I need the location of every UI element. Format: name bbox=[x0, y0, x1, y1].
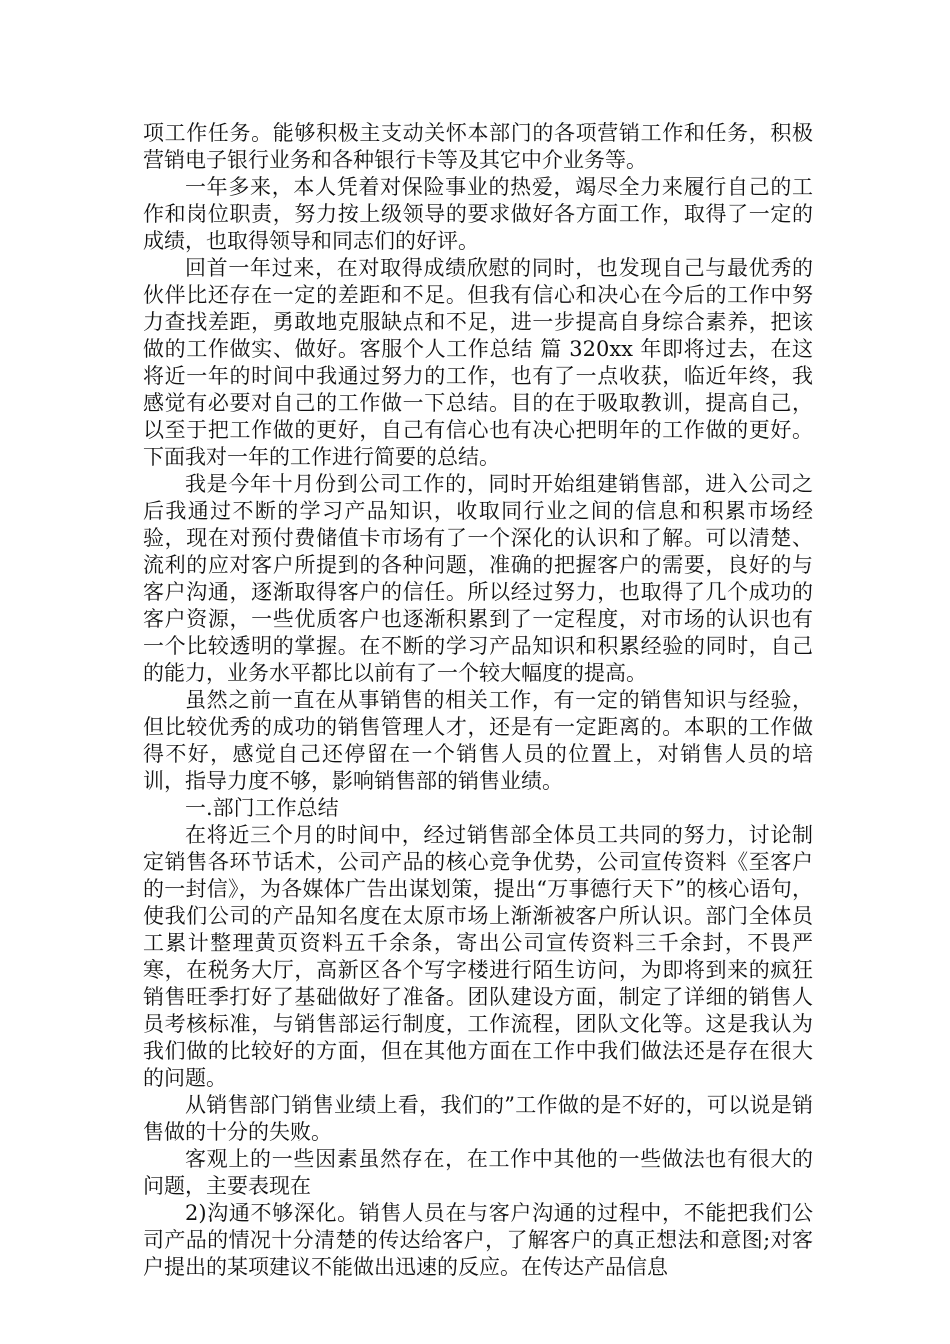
paragraph: 一年多来，本人凭着对保险事业的热爱，竭尽全力来履行自己的工作和岗位职责，努力按上级领导的要求做好各方面工作，取得了一定的成绩，也取得领导和同志们的好评。 bbox=[143, 175, 813, 253]
paragraph: 客观上的一些因素虽然存在，在工作中其他的一些做法也有很大的问题，主要表现在 bbox=[143, 1147, 813, 1198]
paragraph: 虽然之前一直在从事销售的相关工作，有一定的销售知识与经验，但比较优秀的成功的销售管理人才，还是有一定距离的。本职的工作做得不好，感觉自己还停留在一个销售人员的位置上，对销售人员的培训，指导力度不够，影响销售部的销售业绩。 bbox=[143, 688, 813, 793]
paragraph: 项工作任务。能够积极主支动关怀本部门的各项营销工作和任务，积极营销电子银行业务和各种银行卡等及其它中介业务等。 bbox=[143, 121, 813, 172]
paragraph: 2)沟通不够深化。销售人员在与客户沟通的过程中，不能把我们公司产品的情况十分清楚的传达给客户，了解客户的真正想法和意图;对客户提出的某项建议不能做出迅速的反应。在传达产品信息 bbox=[143, 1201, 813, 1279]
paragraph: 在将近三个月的时间中，经过销售部全体员工共同的努力，讨论制定销售各环节话术，公司产品的核心竞争优势，公司宣传资料《至客户的一封信》，为各媒体广告出谋划策，提出“万事德行天下”的核心语句，使我们公司的产品知名度在太原市场上渐渐被客户所认识。部门全体员工累计整理黄页资料五千余条，寄出公司宣传资料三千余封，不畏严寒，在税务大厅，高新区各个写字楼进行陌生访问，为即将到来的疯狂销售旺季打好了基础做好了准备。团队建设方面，制定了详细的销售人员考核标准，与销售部运行制度，工作流程，团队文化等。这是我认为我们做的比较好的方面，但在其他方面在工作中我们做法还是存在很大的问题。 bbox=[143, 823, 813, 1090]
paragraph: 从销售部门销售业绩上看，我们的”工作做的是不好的，可以说是销售做的十分的失败。 bbox=[143, 1093, 813, 1144]
paragraph: 我是今年十月份到公司工作的，同时开始组建销售部，进入公司之后我通过不断的学习产品知识，收取同行业之间的信息和积累市场经验，现在对预付费储值卡市场有了一个深化的认识和了解。可以清楚、流利的应对客户所提到的各种问题，准确的把握客户的需要，良好的与客户沟通，逐渐取得客户的信任。所以经过努力，也取得了几个成功的客户资源，一些优质客户也逐渐积累到了一定程度，对市场的认识也有一个比较透明的掌握。在不断的学习产品知识和积累经验的同时，自己的能力，业务水平都比以前有了一个较大幅度的提高。 bbox=[143, 472, 813, 685]
section-heading: 一.部门工作总结 bbox=[185, 796, 339, 820]
paragraph: 回首一年过来，在对取得成绩欣慰的同时，也发现自己与最优秀的伙伴比还存在一定的差距和不足。但我有信心和决心在今后的工作中努力查找差距，勇敢地克服缺点和不足，进一步提高自身综合素养，把该做的工作做实、做好。客服个人工作总结 篇 320xx 年即将过去，在这将近一年的时间中我通过努力的工作，也有了一点收获，临近年终，我感觉有必要对自己的工作做一下总结。目的在于吸取教训，提高自己，以至于把工作做的更好，自己有信心也有决心把明年的工作做的更好。下面我对一年的工作进行简要的总结。 bbox=[143, 256, 813, 469]
document-body bbox=[143, 120, 813, 1281]
